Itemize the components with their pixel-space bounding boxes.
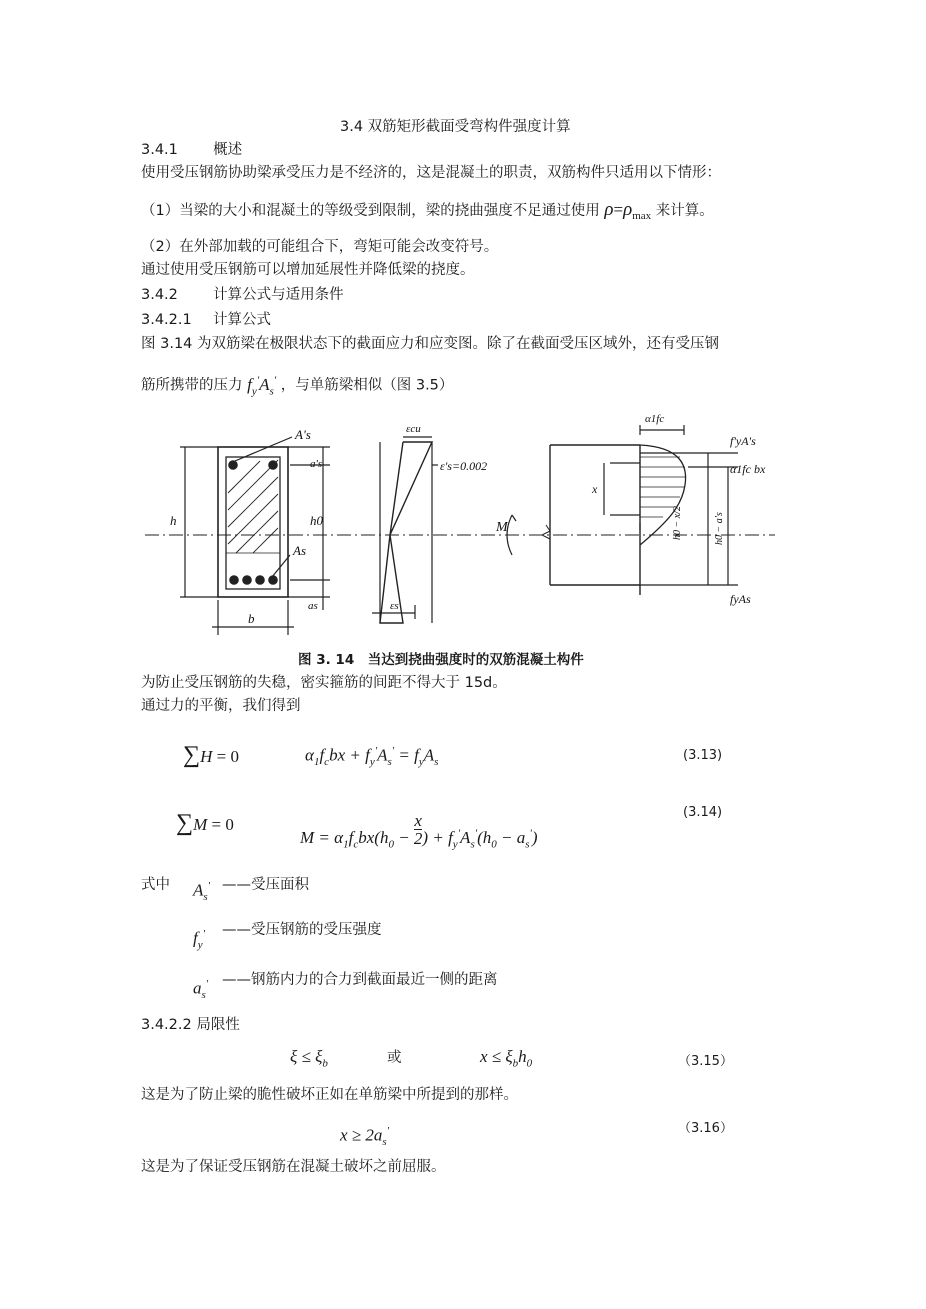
case-2: （2）在外部加载的可能组合下，弯矩可能会改变符号。 bbox=[141, 239, 499, 255]
label-a1fc: α1fc bbox=[645, 413, 665, 425]
case-1-suffix: 来计算。 bbox=[655, 203, 714, 219]
heading-number: 3.4.1 bbox=[141, 142, 178, 158]
label-h: h bbox=[170, 513, 177, 528]
heading-3-4-1 bbox=[141, 140, 242, 160]
label-ecu: εcu bbox=[406, 423, 421, 435]
heading-number: 3.4.2.1 bbox=[141, 312, 192, 328]
label-as-top: a's bbox=[310, 458, 323, 470]
rho-equals-rhomax: ρ bbox=[604, 199, 614, 220]
label-lever-1: h0 − x/2 bbox=[672, 506, 683, 540]
figure-caption: 图 3. 14 当达到挠曲强度时的双筋混凝土构件 bbox=[298, 652, 584, 668]
heading-3-4-2-2: 3.4.2.2 局限性 bbox=[141, 1017, 240, 1033]
def-as-prime: ——钢筋内力的合力到截面最近一侧的距离 bbox=[222, 972, 498, 988]
def-As-prime: ——受压面积 bbox=[222, 877, 309, 893]
label-h0: h0 bbox=[310, 513, 323, 528]
line2-end: ，与单筋梁相似（图 3.5） bbox=[280, 377, 454, 394]
symbol-as-prime: $a_s'$ bbox=[193, 978, 209, 1002]
label-As-prime: A's bbox=[295, 427, 311, 442]
heading-title: 概述 bbox=[213, 142, 243, 158]
ductility-note: 通过使用受压钢筋可以增加延展性并降低梁的挠度。 bbox=[141, 262, 475, 278]
heading-3-4-2-1 bbox=[141, 310, 271, 330]
figure-paragraph-line2 bbox=[141, 370, 453, 401]
fy-As-inline: $f_y'A_s'$ bbox=[247, 374, 277, 398]
equation-x-limit: $x \le \xi_bh_0$ bbox=[480, 1047, 533, 1070]
label-es-prime: ε's=0.002 bbox=[440, 459, 488, 473]
label-b: b bbox=[248, 611, 255, 626]
where-label: 式中 bbox=[141, 877, 170, 893]
brittle-note: 这是为了防止梁的脆性破坏正如在单筋梁中所提到的那样。 bbox=[141, 1087, 518, 1103]
equation-number-3-13: (3.13) bbox=[683, 748, 723, 763]
symbol-fy-prime: $f_y'$ bbox=[193, 928, 205, 952]
label-M: M bbox=[496, 520, 508, 535]
equation-3-16: $x \ge 2a_s'$ bbox=[340, 1125, 390, 1149]
heading-title: 计算公式 bbox=[212, 312, 271, 328]
heading-3-4-2 bbox=[141, 285, 344, 305]
equation-xi-limit: $\xi \le \xi_b$ bbox=[290, 1047, 328, 1070]
label-a1fcbx: α1fc bx bbox=[730, 462, 766, 476]
heading-number: 3.4.2 bbox=[141, 287, 178, 303]
label-x: x bbox=[592, 482, 598, 496]
label-As: As bbox=[293, 543, 306, 558]
label-es: εs bbox=[390, 600, 399, 612]
case-1: （1）当梁的大小和混凝土的等级受到限制，梁的挠曲强度不足通过使用 $\rho=\rho_{max}$ 来计算。 bbox=[141, 199, 714, 222]
label-fyAs-top: f'yA's bbox=[730, 434, 756, 448]
equation-sum-H: ∑H = 0 bbox=[183, 742, 239, 768]
label-lever-2: h0 − a's bbox=[714, 512, 725, 545]
case-1-prefix: （1）当梁的大小和混凝土的等级受到限制，梁的挠曲强度不足通过使用 bbox=[141, 203, 600, 219]
equation-3-13: $\alpha_1f_cbx + f_y'A_s' = f_yA_s$ bbox=[305, 745, 439, 769]
stirrup-note: 为防止受压钢筋的失稳，密实箍筋的间距不得大于 15d。 bbox=[141, 675, 507, 691]
equation-number-3-14: (3.14) bbox=[683, 805, 723, 820]
equilibrium-intro: 通过力的平衡，我们得到 bbox=[141, 698, 301, 714]
section-title: 3.4 双筋矩形截面受弯构件强度计算 bbox=[340, 119, 571, 135]
equation-3-14: $M = \alpha_1f_cbx(h_0$ − $\frac{x}{2}$ ) + $f_y'A_s'(h_0 - a_s')$ bbox=[300, 811, 538, 851]
yield-note: 这是为了保证受压钢筋在混凝土破坏之前屈服。 bbox=[141, 1159, 446, 1175]
heading-title: 计算公式与适用条件 bbox=[213, 287, 344, 303]
equation-number-3-15: （3.15） bbox=[678, 1054, 733, 1069]
label-fyAs-bottom: fyAs bbox=[730, 592, 751, 606]
symbol-As-prime: $A_s'$ bbox=[193, 880, 211, 904]
figure-paragraph-line1: 图 3.14 为双筋梁在极限状态下的截面应力和应变图。除了在截面受压区域外，还有受压钢 bbox=[141, 336, 719, 352]
equation-sum-M: ∑M = 0 bbox=[176, 810, 234, 836]
intro-paragraph: 使用受压钢筋协助梁承受压力是不经济的，这是混凝土的职责，双筋构件只适用以下情形： bbox=[141, 165, 721, 181]
or-text: 或 bbox=[387, 1050, 402, 1066]
figure-3-14 bbox=[140, 405, 780, 640]
label-as-bottom: as bbox=[308, 600, 318, 612]
def-fy-prime: ——受压钢筋的受压强度 bbox=[222, 922, 382, 938]
equation-number-3-16: （3.16） bbox=[678, 1121, 733, 1136]
line2-start: 筋所携带的压力 bbox=[141, 377, 243, 394]
